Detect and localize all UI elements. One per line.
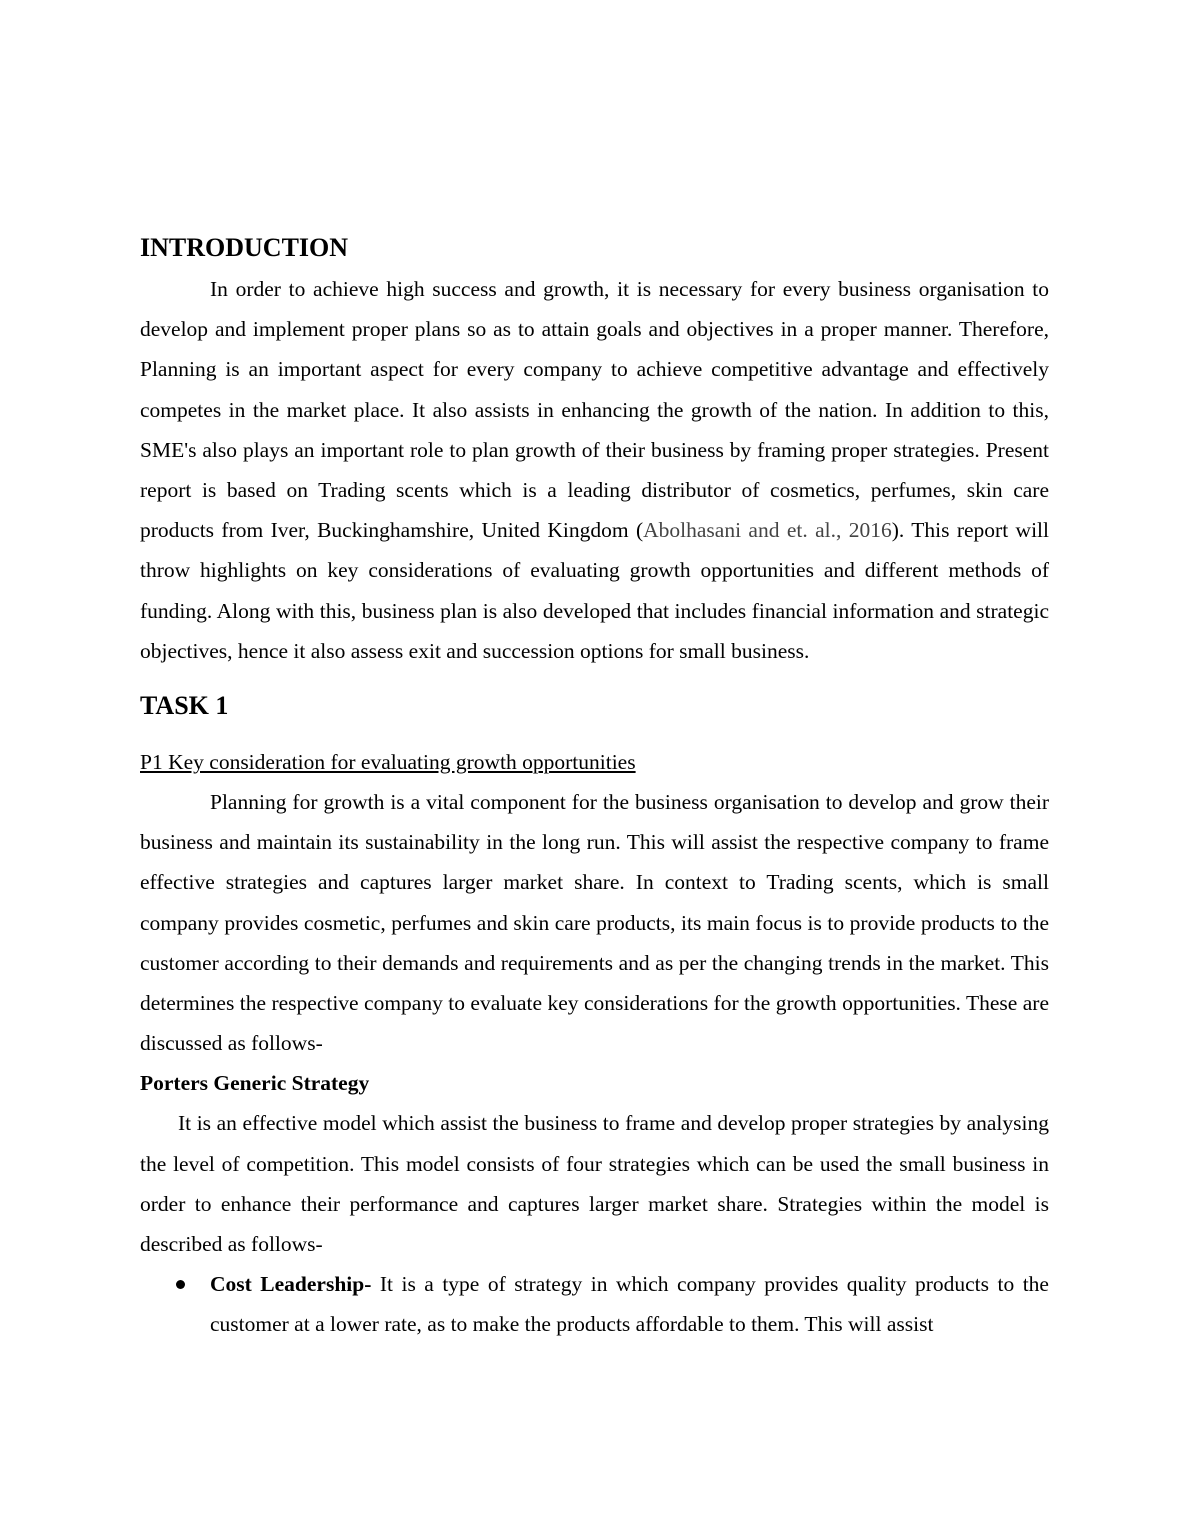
porters-heading: Porters Generic Strategy	[140, 1071, 370, 1096]
task1-paragraph: Planning for growth is a vital component for the business organisation to develop and grow their business and maintain its sustainability in the long run. This will assist the respective company to frame effective strategies and captures larger market share. In context to Trading scents, which is small company provides cosmetic, perfumes and skin care products, its main focus is to provide products to the customer according to their demands and requirements and as per the changing trends in the market. This determines the respective company to evaluate key considerations for the growth opportunities. These are discussed as follows-	[140, 790, 1049, 1056]
bullet-text: It is a type of strategy in which company provides quality products to the customer at a lower rate, as to make the products affordable to them. This will assist	[210, 1272, 1049, 1337]
citation: Abolhasani and et. al., 2016	[643, 518, 892, 543]
introduction-text-part1: In order to achieve high success and growth, it is necessary for every business organisation to develop and implement proper plans so as to attain goals and objectives in a proper manner. Therefore, Planning is an important aspect for every company to achieve competitive advantage and effectively competes in the market place. It also assists in enhancing the growth of the nation. In addition to this, SME's also plays an important role to plan growth of their business by framing proper strategies. Present report is based on Trading scents which is a leading distributor of cosmetics, perfumes, skin care products from Iver, Buckinghamshire, United Kingdom (	[140, 277, 1049, 543]
task1-heading: TASK 1	[140, 691, 229, 721]
introduction-paragraph	[140, 269, 1049, 671]
list-item	[140, 1264, 1049, 1344]
introduction-text-part2: ). This report will throw highlights on key considerations of evaluating growth opportunities and different methods of funding. Along with this, business plan is also developed that includes financial information and strategic objectives, hence it also assess exit and succession options for small business.	[140, 518, 1049, 663]
bullet-term: Cost Leadership-	[210, 1272, 372, 1297]
introduction-heading: INTRODUCTION	[140, 233, 349, 262]
bullet-icon	[176, 1280, 185, 1289]
document-content	[140, 230, 1049, 1345]
task1-subheading: P1 Key consideration for evaluating growth opportunities	[140, 750, 636, 775]
strategy-list	[140, 1264, 1049, 1344]
porters-paragraph: It is an effective model which assist the business to frame and develop proper strategies by analysing the level of competition. This model consists of four strategies which can be used the small business in order to enhance their performance and captures larger market share. Strategies within the model is described as follows-	[140, 1111, 1049, 1257]
